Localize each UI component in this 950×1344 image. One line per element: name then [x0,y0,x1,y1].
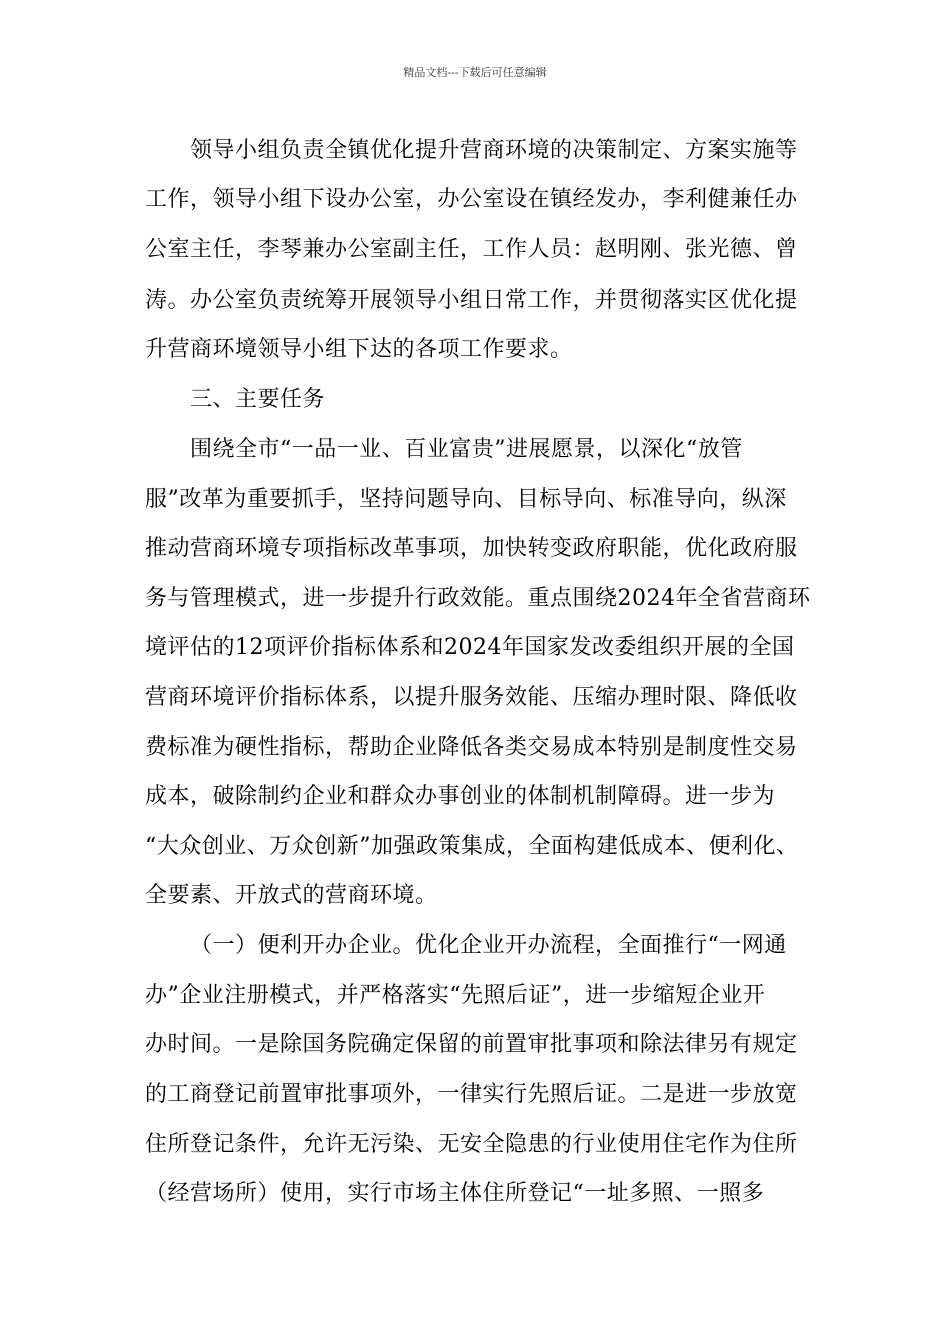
text-line: 升营商环境领导小组下达的各项工作要求。 [145,337,573,362]
text-line: （一）便利开办企业。优化企业开办流程，全面推行“一网通 [190,933,787,958]
text-line: 服”改革为重要抓手，坚持问题导向、目标导向、标准导向，纵深 [145,487,787,512]
text-line: 领导小组负责全镇优化提升营商环境的决策制定、方案实施等 [190,138,798,163]
text-line: 的工商登记前置审批事项外，一律实行先照后证。二是进一步放宽 [145,1082,798,1107]
text-line: “大众创业、万众创新”加强政策集成，全面构建低成本、便利化、 [145,834,799,859]
text-line: 工作，领导小组下设办公室，办公室设在镇经发办，李利健兼任办 [145,187,798,212]
text-line: 围绕全市“一品一业、百业富贵”进展愿景，以深化“放管 [190,437,743,462]
text-line: 公室主任，李琴兼办公室副主任，工作人员：赵明刚、张光德、曾 [145,237,798,262]
text-line: 住所登记条件，允许无污染、无安全隐患的行业使用住宅作为住所 [145,1132,798,1157]
text-line: 境评估的12项评价指标体系和2024年国家发改委组织开展的全国 [145,635,795,660]
text-line: 务与管理模式，进一步提升行政效能。重点围绕2024年全省营商环 [145,586,811,611]
text-line: 办”企业注册模式，并严格落实“先照后证”，进一步缩短企业开 [145,983,766,1008]
text-line: 推动营商环境专项指标改革事项，加快转变政府职能，优化政府服 [145,536,798,561]
text-line: 营商环境评价指标体系，以提升服务效能、压缩办理时限、降低收 [145,685,798,710]
text-line: 办时间。一是除国务院确定保留的前置审批事项和除法律另有规定 [145,1032,798,1057]
text-line: 全要素、开放式的营商环境。 [145,883,438,908]
section-heading: 三、主要任务 [190,387,326,412]
text-line: 费标准为硬性指标，帮助企业降低各类交易成本特别是制度性交易 [145,735,798,760]
text-line: 涛。办公室负责统筹开展领导小组日常工作，并贯彻落实区优化提 [145,288,798,313]
text-line: （经营场所）使用，实行市场主体住所登记“一址多照、一照多 [145,1181,765,1206]
text-line: 成本，破除制约企业和群众办事创业的体制机制障碍。进一步为 [145,784,776,809]
page-header: 精品文档---下载后可任意编辑 [403,66,547,79]
